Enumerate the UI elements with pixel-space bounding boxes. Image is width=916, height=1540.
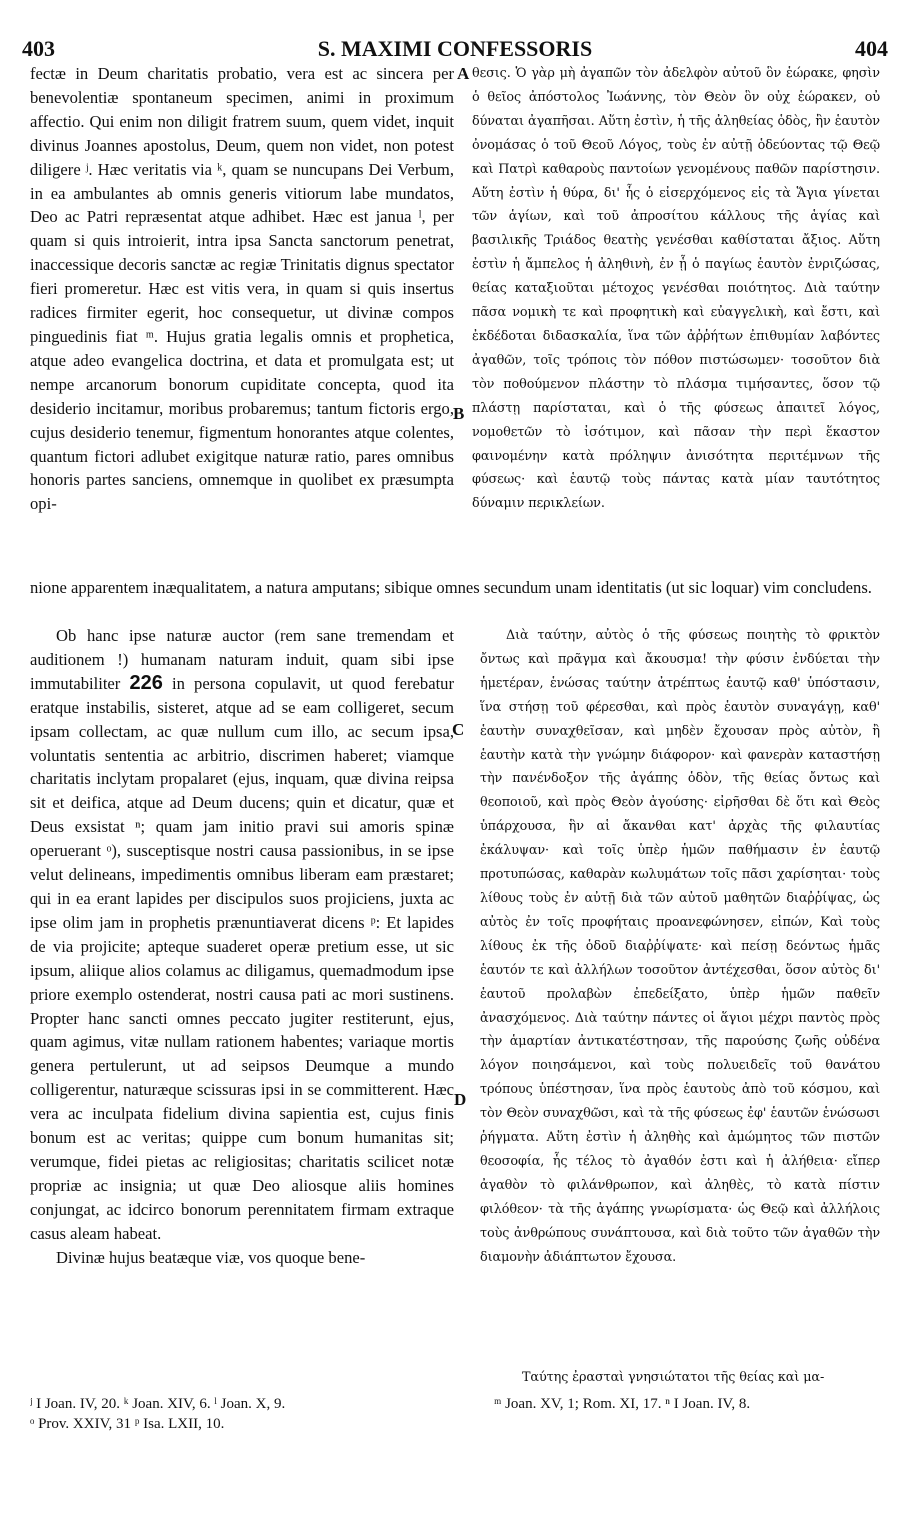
latin-text-part: in persona copulavit, ut quod ferebatur eratque instabilis, sisteret, atque ad se eam colligeret, secum ipsam collectam, ac quæ nullum cum illo, ac secum ipsa, voluntatis sententia ac arbitrio, discrimen haberet; viamque charitatis inclytam propalaret (ejus, inquam, quæ divina reipsa sit et deifica, atque ad Deum ducens; quin et dicatur, quæ et Deus exsistat ⁿ; quam jam initio pravi sui amoris spinæ operuerant ᵒ), susceptisque nostri causa passionibus, in se ipse velut delineans, impedimentis omnibus liberam eam præstaret; qui in ea erant lapides per discipulos suos projiciens, juxta ac ipse olim jam in prophetis prænuntiaverat dicens ᵖ: Et lapides de via projicite; apteque suaderet operæ pretium esse, ut sic ipsum, aliique alios colamus ac diligamus, quemadmodum ipse priore exemplo ostenderat, nostri causa pati ac mori sustinens. Propter hanc sancti omnes peccato jugiter restiterunt, ejus, quam agimus, vitæ nullam rationem habentes; variaque mortis genera pertulerunt, ut ad seipsos Deumque a mundo colligerentur, naturæque scissuras ipsi in se committerent. Hæc vera ac inculpata fidelium divina sapientia est, cujus finis bonum est ac veritas; quippe cum bonum humanitas sit; verumque, fidei pietas ac religiositas; charitatis scilicet notæ propriæ ac insignia; ut quæ Deo aliosque aliis homines conjungat, ac idcirco bonorum perennitatem firmam extraque casus aleam habeat. — [30, 673, 454, 1243]
page-number-right: 404 — [855, 36, 888, 61]
footnote-line: ᵒ Prov. XXIV, 31 ᵖ Isa. LXII, 10. — [30, 1416, 225, 1432]
footnote-line: ᵐ Joan. XV, 1; Rom. XI, 17. ⁿ I Joan. IV, 8. — [494, 1396, 751, 1412]
latin-column-top — [30, 62, 454, 596]
margin-marker-d: D — [454, 1090, 467, 1109]
column-number: 226 — [129, 671, 163, 694]
margin-marker-a: A — [457, 64, 470, 83]
greek-column-top — [472, 62, 880, 580]
greek-paragraph: θεσις. Ὁ γὰρ μὴ ἀγαπῶν τὸν ἀδελφὸν αὐτοῦ ὃν ἑώρακε, φησὶν ὁ θεῖος ἀπόστολος Ἰωάννης, τὸν Θεὸν ὃν οὐχ ἑώρακεν, οὐ δύναται ἀγαπῆσαι. Αὕτη ἐστὶν, ἡ τῆς ἀληθείας ὁδὸς, ἣν ἑαυτὸν ὀνομάσας ὁ τοῦ Θεοῦ Λόγος, τοὺς ἐν αὐτῇ ὁδεύοντας τῷ Θεῷ καὶ Πατρὶ καθαροὺς παντοίων γενομένους παθῶν παρίστησιν. Αὕτη ἐστὶν ἡ θύρα, δι' ἧς ὁ εἰσερχόμενος εἰς τὰ Ἅγια γίνεται τῶν ἁγίων, καὶ τοῦ ἀπροσίτου κάλλους τῆς ἁγίας καὶ βασιλικῆς Τριάδος θεατὴς γενέσθαι καθίσταται ἄξιος. Αὕτη ἐστὶν ἡ ἄμπελος ἡ ἀληθινὴ, ἐν ᾗ ὁ παγίως ἑαυτὸν ἐνριζώσας, θείας καταξιοῦται μέτοχος γενέσθαι ποιότητος. Διὰ ταύτην πᾶσα νομικὴ τε καὶ προφητικὴ καὶ εὐαγγελικὴ, καὶ ἔστι, καὶ ἐκδέδοται διδασκαλία, ἵνα τῶν ἀῤῥήτων ἐπιθυμίαν λαβόντες ἀγαθῶν, τοῖς τρόποις τὸν πόθον πιστώσωμεν· τοσοῦτον διὰ τὸν ποθούμενον πλάστην τὸ πλάσμα τιμήσαντες, ὅσον τῷ πλάστῃ παρίσταται, καὶ ὁ τῆς φύσεως ἀπαιτεῖ λόγος, νομοθετῶν τὸ ἰσότιμον, καὶ πᾶσαν τὴν περὶ ἕκαστον φαινομένην κατὰ πρόληψιν ἀνισότητα περιτέμνων τῆς φύσεως· καὶ ἑαυτῷ τοὺς πάντας κατὰ μίαν ταυτότητος δύναμιν περικλείων. — [472, 66, 880, 512]
latin-paragraph: Divinæ hujus beatæque viæ, vos quoque bene- — [56, 1247, 366, 1267]
footnotes-latin — [30, 1394, 460, 1440]
greek-paragraph: Διὰ ταύτην, αὐτὸς ὁ τῆς φύσεως ποιητὴς τὸ φρικτὸν ὄντως καὶ πρᾶγμα καὶ ἄκουσμα! τὴν φύσιν ἐνδύεται τὴν ἡμετέραν, ἑνώσας ταύτην ἀτρέπτως ἑαυτῷ καθ' ὑπόστασιν, ἵνα στήσῃ τοῦ φέρεσθαι, καὶ πρὸς ἑαυτὸν συναγάγῃ, καθ' ἑαυτὴν συναχθεῖσαν, καὶ μηδὲν ἔχουσαν πρὸς αὐτὸν, ἢ ἑαυτὴν κατὰ τὴν γνώμην διάφορον· καὶ φανερὰν καταστήσῃ τὴν πανένδοξον τῆς ἀγάπης ὁδὸν, τῆς θείας ὄντως καὶ θεοποιοῦ, καὶ πρὸς Θεὸν ἀγούσης· εἰρῆσθαι δὲ ὅτι καὶ Θεὸς ὑπάρχουσα, ἣν αἱ ἄκανθαι κατ' ἀρχὰς τῆς φιλαυτίας ἐκάλυψαν· καὶ τοῖς ὑπὲρ ἡμῶν παθήμασιν ἐν ἑαυτῷ προτυπώσας, καθαρὰν κωλυμάτων τοῖς πᾶσι χαρίσηται· τοὺς λίθους τοὺς ἐν αὐτῇ διὰ τῶν αὐτοῦ μαθητῶν διαῤῥίψας, ὡς αὐτὸς ἐν τοῖς προφήταις προανεφώνησεν, εἰπών, Καὶ τοὺς λίθους ἐκ τῆς ὁδοῦ διαῤῥίψατε· καὶ πείσῃ δεόντως ἡμᾶς ἑαυτόν τε καὶ ἀλλήλων τοσοῦτον ἀντέχεσθαι, ὅσον αὐτὸς δι' ἑαυτοῦ προλαβὼν ἐπεδείξατο, ὑπὲρ ἡμῶν παθεῖν ἀνασχόμενος. Διὰ ταύτην πάντες οἱ ἅγιοι μέχρι παντὸς πρὸς τὴν ἁμαρτίαν ἀντικατέστησαν, τῆς παρούσης ζωῆς οὐδένα λόγον ποιησάμενοι, καὶ τοὺς πολυειδεῖς τοῦ θανάτου τρόπους ὑπέστησαν, ἵνα πρὸς ἑαυτοὺς ἀπὸ τοῦ κόσμου, καὶ τὸν Θεὸν συναχθῶσι, καὶ τὰ τῆς φύσεως ἐφ' ἑαυτῶν ἑνώσωσι ῥήγματα. Αὕτη ἐστὶν ἡ ἀληθὴς καὶ ἀμώμητος τῶν πιστῶν θεοσοφία, ἧς τέλος τὸ ἀγαθόν ἐστι καὶ ἡ ἀλήθεια· εἴπερ ἀγαθὸν τὸ φιλάνθρωπον, καὶ ἀληθὲς, τὸ κατὰ πίστιν φιλόθεον· τὰ τῆς ἀγάπης γνωρίσματα· ὡς Θεῷ καὶ ἀλλήλοις τοὺς ἀνθρώπους συνάπτουσα, καὶ διὰ τοῦτο τῶν ἀγαθῶν τὴν διαμονὴν ἀδιάπτωτον ἔχουσα. — [480, 628, 880, 1265]
latin-column-bottom — [30, 624, 454, 1392]
greek-column-bottom — [480, 624, 880, 1344]
page-number-left: 403 — [22, 36, 55, 61]
latin-spanning-line — [30, 576, 880, 624]
greek-column-continuation — [496, 1366, 880, 1394]
margin-marker-c: C — [452, 720, 465, 739]
latin-paragraph: fectæ in Deum charitatis probatio, vera est ac sincera per benevolentiæ spontaneum specimen, animi in proximum affectio. Qui enim non diligit fratrem suum, quem videt, inquit divinus Joannes apostolus, Deum, quem non videt, non potest diligere ʲ. Hæc veritatis via ᵏ, quam se nuncupans Dei Verbum, in ea ambulantes ab omnis generis vitiorum labe mundatos, Deo ac Patri repræsentat atque adhibet. Hæc est janua ˡ, per quam si quis introierit, intra ipsa Sancta sanctorum penetrat, inaccessique decoris sanctæ ac regiæ Trinitatis dignus spectator fieri promeretur. Hæc est vitis vera, in quam si quis insertus radices firmiter egerit, hoc consequetur, ut divinæ compos pinguedinis fiat ᵐ. Hujus gratia legalis omnis et prophetica, atque adeo evangelica doctrina, et data et promulgata est; ut nempe arcanorum bonorum cupiditate concepta, quod ita desiderio incitamur, moribus probaremus; tantum fictoris ergo, cujus desiderio tenemur, figmentum honorantes atque colentes, quantum fictori adlubet exigitque naturæ ratio, pares omnibus honoris partes sanciens, omnemque in quolibet ex præsumpta opi- — [30, 64, 454, 514]
footnote-line: ʲ I Joan. IV, 20. ᵏ Joan. XIV, 6. ˡ Joan. X, 9. — [30, 1396, 286, 1412]
page-header — [22, 36, 888, 64]
latin-paragraph — [30, 624, 454, 1246]
latin-text-part: Ob hanc ipse naturæ auctor (rem sane tremendam et auditionem !) humanam naturam induit, quam sibi ipse immutabiliter — [30, 626, 454, 693]
latin-span-text: nione apparentem inæqualitatem, a natura amputans; sibique omnes secundum unam identitatis (ut sic loquar) vim concludens. — [30, 578, 872, 597]
margin-marker-b: B — [453, 404, 465, 423]
footnotes-greek — [494, 1394, 880, 1418]
greek-paragraph: Ταύτης ἐρασταὶ γνησιώτατοι τῆς θείας καὶ μα- — [522, 1370, 825, 1385]
running-title: S. MAXIMI CONFESSORIS — [317, 36, 593, 61]
